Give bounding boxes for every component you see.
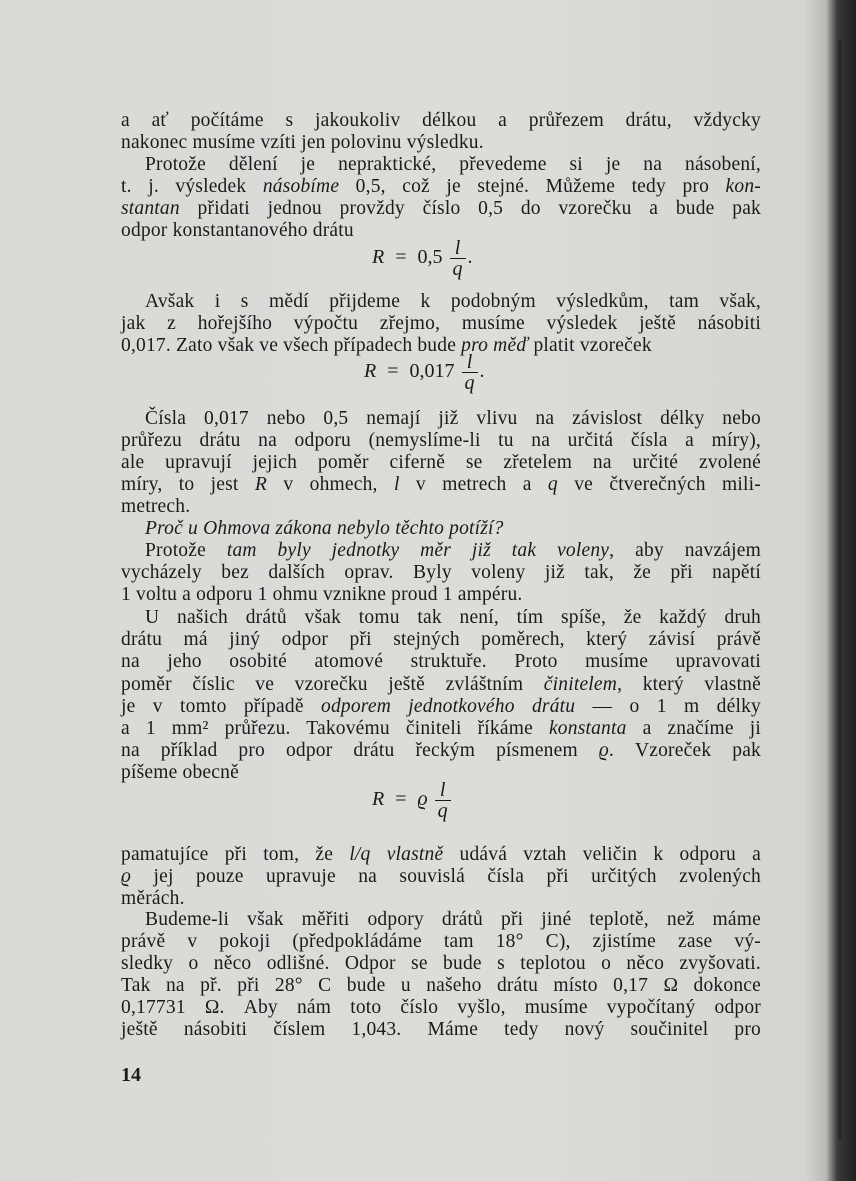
- text: , který vlastně: [617, 674, 761, 695]
- text-line: [121, 291, 761, 313]
- text: Protože: [145, 540, 227, 561]
- text-line: [121, 674, 761, 696]
- text-line: [121, 740, 761, 762]
- italic-text: pro měď: [461, 335, 529, 356]
- italic-text: l/q vlastně: [349, 844, 444, 865]
- text-line: [121, 132, 761, 154]
- text: ještě násobiti číslem 1,043. Máme tedy nový součinitel pro: [121, 1019, 761, 1040]
- italic-text: kon-: [725, 176, 761, 197]
- text-line: [121, 198, 761, 220]
- italic-text: R: [254, 474, 268, 495]
- text: Budeme-li však měřiti odpory drátů při jiné teplotě, než máme: [145, 909, 761, 930]
- italic-text: odporem jednotkového drátu: [321, 696, 576, 717]
- text: t. j. výsledek: [121, 176, 263, 197]
- fraction-denominator: q: [452, 258, 463, 280]
- formula-end: .: [479, 360, 485, 383]
- text: metrech.: [121, 496, 191, 517]
- text: 0,017. Zato však ve všech případech bude: [121, 335, 462, 356]
- text: v ohmech,: [267, 474, 394, 495]
- formula-lhs: R: [372, 788, 385, 811]
- text: , aby navzájem: [609, 540, 762, 561]
- text-line: [121, 474, 761, 496]
- text-line: [121, 696, 761, 718]
- text: platit vzoreček: [528, 335, 652, 356]
- text-line: [121, 1019, 761, 1041]
- italic-text: násobíme: [262, 176, 340, 197]
- formula-equals: =: [387, 360, 399, 383]
- text: Protože dělení je nepraktické, převedeme si je na násobení,: [145, 154, 761, 175]
- text-line: [121, 110, 761, 132]
- text: pamatujíce při tom, že: [121, 844, 350, 865]
- text: sledky o něco odlišné. Odpor se bude s teplotou o něco zvyšovati.: [121, 953, 761, 974]
- fraction-denominator: q: [437, 800, 448, 822]
- text-line: [121, 866, 761, 888]
- formula-lhs: R: [372, 246, 385, 269]
- text: měrách.: [121, 888, 185, 909]
- text: ale upravují jejich poměr ciferně se zřetelem na určité zvolené: [121, 452, 761, 473]
- fraction-denominator: q: [464, 372, 475, 394]
- text: udává vztah veličin k odporu a: [443, 844, 761, 865]
- text: a 1 mm² průřezu. Takovému činiteli říkáme: [121, 718, 549, 739]
- text-line: [121, 953, 761, 975]
- text-line: [121, 313, 761, 335]
- text: . Vzoreček pak: [608, 740, 761, 761]
- binding-shadow: [838, 40, 842, 1140]
- formula-fraction: [435, 780, 451, 821]
- formula-fraction: [462, 352, 478, 393]
- text: poměr číslic ve vzorečku ještě zvláštním: [121, 674, 544, 695]
- text-line: [121, 540, 761, 562]
- text: je v tomto případě: [121, 696, 321, 717]
- text: drátu má jiný odpor při stejných poměrech, který závisí právě: [121, 629, 761, 650]
- text-line: [121, 584, 761, 606]
- text-line: [121, 607, 761, 629]
- text: Avšak i s mědí přijdeme k podobným výsledkům, tam však,: [145, 291, 761, 312]
- text: Tak na př. při 28° C bude u našeho drátu místo 0,17 Ω dokonce: [121, 975, 761, 996]
- formula-fraction: [450, 238, 466, 279]
- text: průřezu drátu na odporu (nemyslíme-li tu na určitá čísla a míry),: [121, 430, 761, 451]
- italic-text: ϱ: [121, 866, 132, 887]
- formula-equals: =: [395, 788, 407, 811]
- text: a značíme ji: [626, 718, 762, 739]
- text-line: [121, 496, 761, 518]
- text-line: [121, 909, 761, 931]
- formula: [372, 780, 453, 840]
- text: píšeme obecně: [121, 762, 239, 783]
- text: přidati jednou provždy číslo 0,5 do vzorečku a bude pak: [179, 198, 761, 219]
- fraction-numerator: l: [435, 780, 451, 801]
- formula: [364, 352, 485, 412]
- text: ve čtverečných mili-: [557, 474, 761, 495]
- text: 0,17731 Ω. Aby nám toto číslo vyšlo, musíme vypočítaný odpor: [121, 997, 761, 1018]
- text: jej pouze upravuje na souvislá čísla při určitých zvolených: [131, 866, 761, 887]
- text-line: [121, 176, 761, 198]
- text: na příklad pro odpor drátu řeckým písmenem: [121, 740, 599, 761]
- text: 1 voltu a odporu 1 ohmu vznikne proud 1 ampéru.: [121, 584, 523, 605]
- formula-lhs: R: [364, 360, 377, 383]
- text-line: [121, 408, 761, 430]
- formula-end: .: [467, 246, 473, 269]
- italic-text: konstanta: [548, 718, 627, 739]
- text: 0,5, což je stejné. Můžeme tedy pro: [339, 176, 726, 197]
- fraction-numerator: l: [462, 352, 478, 373]
- italic-text: stantan: [121, 198, 180, 219]
- formula: [372, 238, 473, 298]
- text-line: [121, 452, 761, 474]
- italic-text: ϱ: [598, 740, 609, 761]
- formula-coefficient: ϱ: [417, 788, 428, 811]
- italic-text: l: [393, 474, 400, 495]
- formula-equals: =: [395, 246, 407, 269]
- text-line: [121, 997, 761, 1019]
- text-line: [121, 154, 761, 176]
- text-line: [121, 888, 761, 910]
- text: jak z hořejšího výpočtu zřejmo, musíme výsledek ještě násobiti: [121, 313, 761, 334]
- page-number: 14: [121, 1064, 141, 1086]
- text: právě v pokoji (předpokládáme tam 18° C), zjistíme zase vý-: [121, 931, 761, 952]
- text-line: [121, 518, 761, 540]
- fraction-numerator: l: [450, 238, 466, 259]
- text-line: [121, 430, 761, 452]
- text-line: [121, 629, 761, 651]
- text: nakonec musíme vzíti jen polovinu výsledku.: [121, 132, 484, 153]
- text-line: [121, 844, 761, 866]
- text: — o 1 m délky: [575, 696, 761, 717]
- formula-coefficient: 0,017: [409, 360, 455, 383]
- text: v metrech a: [399, 474, 548, 495]
- italic-text: tam byly jednotky měr již tak voleny: [226, 540, 610, 561]
- text: vycházely bez dalších oprav. Byly voleny již tak, že při napětí: [121, 562, 761, 583]
- italic-text: činitelem: [543, 674, 618, 695]
- text: a ať počítáme s jakoukoliv délkou a průřezem drátu, vždycky: [121, 110, 761, 131]
- text: odpor konstantanového drátu: [121, 220, 354, 241]
- formula-coefficient: 0,5: [417, 246, 443, 269]
- text: Čísla 0,017 nebo 0,5 nemají již vlivu na závislost délky nebo: [145, 408, 761, 429]
- text: U našich drátů však tomu tak není, tím spíše, že každý druh: [145, 607, 761, 628]
- text: na jeho osobité atomové struktuře. Proto musíme upravovati: [121, 651, 761, 672]
- text-line: [121, 931, 761, 953]
- text-line: [121, 562, 761, 584]
- text-line: [121, 975, 761, 997]
- text-line: [121, 651, 761, 673]
- text-line: [121, 718, 761, 740]
- italic-text: Proč u Ohmova zákona nebylo těchto potíží?: [145, 518, 504, 539]
- text: míry, to jest: [121, 474, 255, 495]
- italic-text: q: [547, 474, 558, 495]
